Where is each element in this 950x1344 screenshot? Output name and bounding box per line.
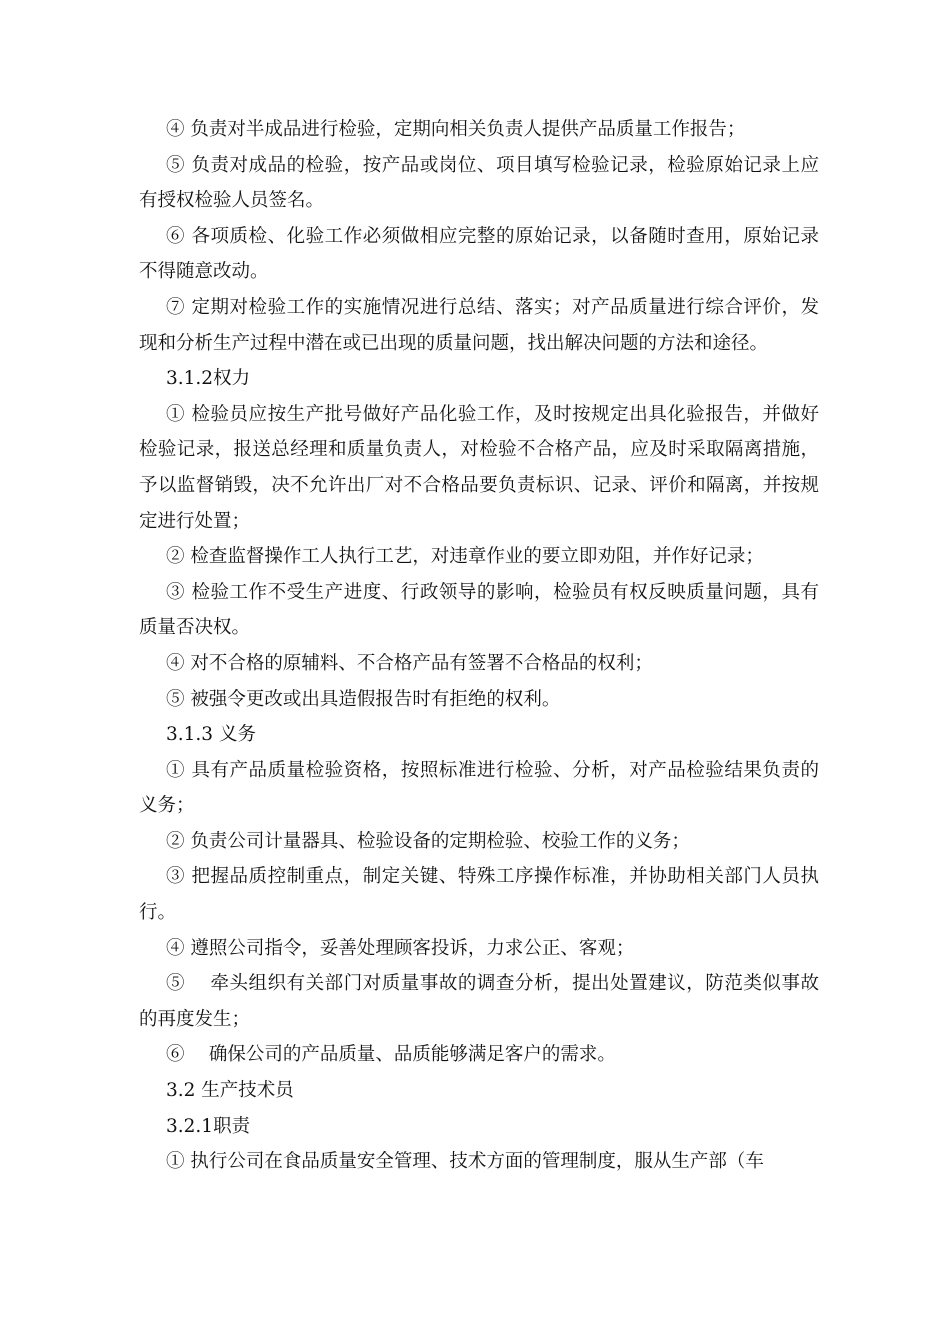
obligation-item-1: ① 具有产品质量检验资格，按照标准进行检验、分析，对产品检验结果负责的义务； <box>139 759 819 817</box>
authority-item-3: ③ 检验工作不受生产进度、行政领导的影响，检验员有权反映质量问题，具有质量否决权。 <box>139 581 819 639</box>
section-heading-3-2: 3.2 生产技术员 <box>166 1080 294 1102</box>
duty-item-4-semi-finished-inspection: ④ 负责对半成品进行检验，定期向相关负责人提供产品质量工作报告； <box>166 119 746 140</box>
duty-item-7-summary-evaluation: ⑦ 定期对检验工作的实施情况进行总结、落实；对产品质量进行综合评价，发现和分析生产过程中潜在或已出现的质量问题，找出解决问题的方法和途径。 <box>139 296 819 354</box>
authority-item-1: ① 检验员应按生产批号做好产品化验工作，及时按规定出具化验报告，并做好检验记录，报送总经理和质量负责人，对检验不合格产品，应及时采取隔离措施，予以监督销毁，决不允许出厂对不合格品要负责标识、记录、评价和隔离，并按规定进行处置； <box>139 403 819 532</box>
obligation-item-2: ② 负责公司计量器具、检验设备的定期检验、校验工作的义务； <box>166 830 690 852</box>
section-heading-3-1-2: 3.1.2权力 <box>166 368 251 390</box>
obligation-item-4: ④ 遵照公司指令，妥善处理顾客投诉，力求公正、客观； <box>166 937 635 959</box>
duty-item-6-original-records: ⑥ 各项质检、化验工作必须做相应完整的原始记录，以备随时查用，原始记录不得随意改动。 <box>139 225 819 283</box>
obligation-item-6: ⑥ 确保公司的产品质量、品质能够满足客户的需求。 <box>166 1044 616 1066</box>
authority-item-4: ④ 对不合格的原辅料、不合格产品有签署不合格品的权利； <box>166 652 653 674</box>
section-heading-3-2-1: 3.2.1职责 <box>166 1115 251 1137</box>
technician-duty-item-1: ① 执行公司在食品质量安全管理、技术方面的管理制度，服从生产部（车 <box>166 1151 764 1173</box>
duty-item-5-finished-inspection: ⑤ 负责对成品的检验，按产品或岗位、项目填写检验记录，检验原始记录上应有授权检验人员签名。 <box>139 154 819 212</box>
obligation-item-5: ⑤ 牵头组织有关部门对质量事故的调查分析，提出处置建议，防范类似事故的再度发生； <box>139 973 819 1030</box>
document-body <box>139 112 819 1180</box>
section-heading-3-1-3: 3.1.3 义务 <box>166 724 256 746</box>
authority-item-5: ⑤ 被强令更改或出具造假报告时有拒绝的权利。 <box>166 688 561 710</box>
authority-item-2: ② 检查监督操作工人执行工艺，对违章作业的要立即劝阻，并作好记录； <box>166 546 764 568</box>
obligation-item-3: ③ 把握品质控制重点，制定关键、特殊工序操作标准，并协助相关部门人员执行。 <box>139 866 819 924</box>
